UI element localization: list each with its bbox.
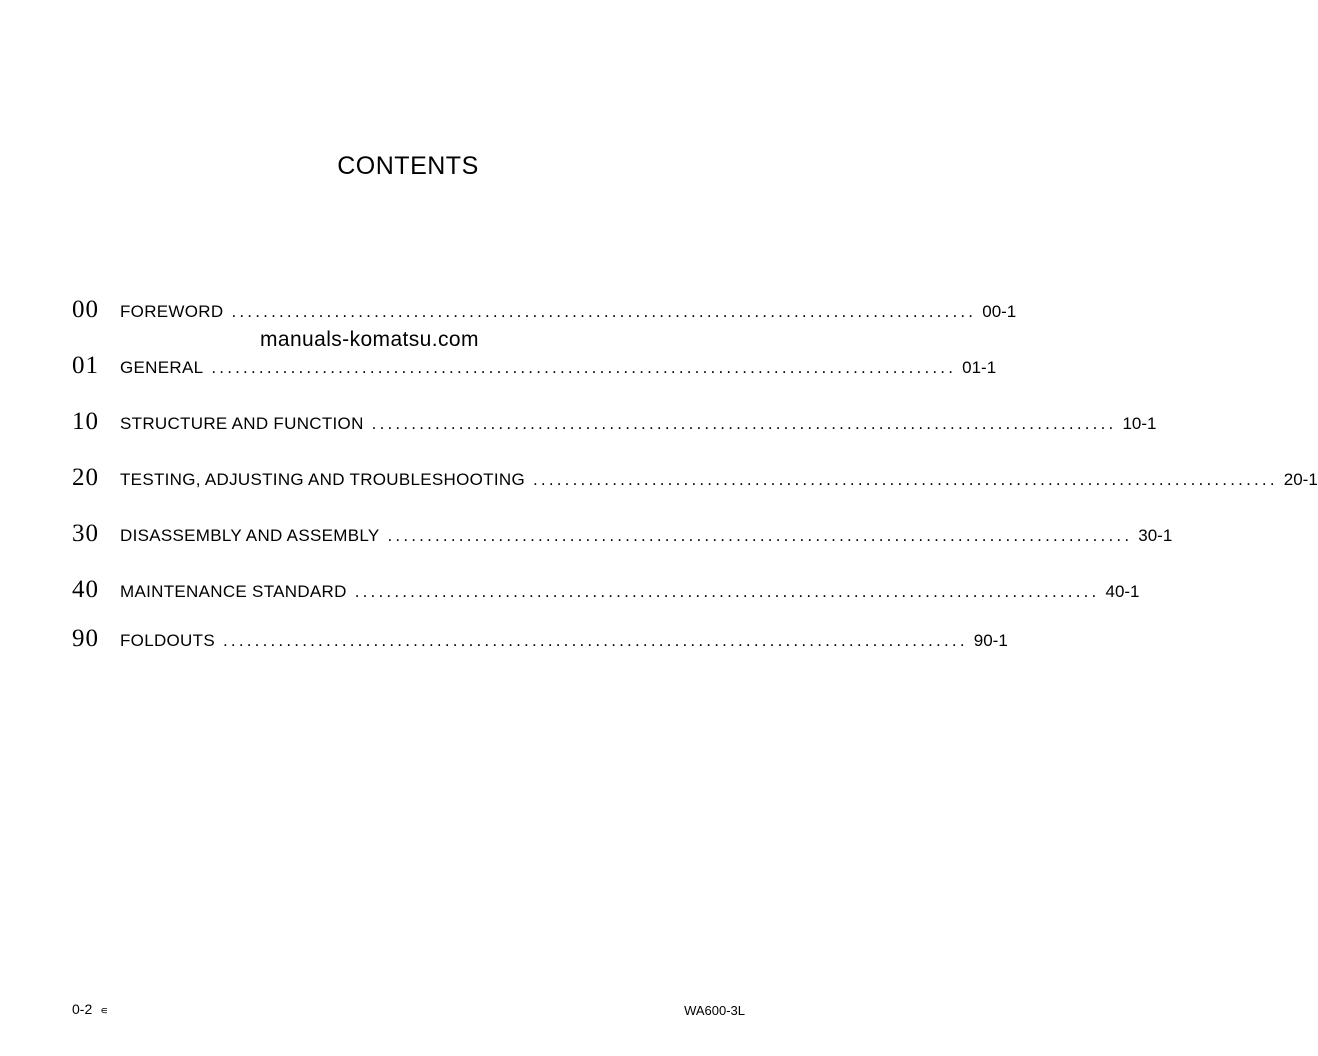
toc-row-general[interactable] [72,352,997,382]
toc-leader-dots: .............................................................................................. [387,526,1133,545]
toc-page: 20-1 [1283,470,1318,489]
toc-leader-dots: .............................................................................................. [371,414,1117,433]
toc-code: 30 [72,520,99,547]
toc-code: 90 [72,625,99,652]
toc-leader-dots: .............................................................................................. [222,631,968,650]
toc-label: GENERAL [120,358,204,377]
toc-row-disassembly-and-assembly[interactable] [72,520,1173,550]
toc-row-structure-and-function[interactable] [72,408,1157,438]
toc-label: TESTING, ADJUSTING AND TROUBLESHOOTING [120,470,525,489]
toc-page: 30-1 [1138,526,1173,545]
toc-code: 00 [72,296,99,323]
toc-leader-dots: .............................................................................................. [532,470,1278,489]
watermark: manuals-komatsu.com [260,328,479,351]
toc-leader-dots: .............................................................................................. [231,302,977,321]
toc-code: 20 [72,464,99,491]
toc-leader-dots: .............................................................................................. [354,582,1100,601]
toc-label: DISASSEMBLY AND ASSEMBLY [120,526,380,545]
revision-mark-icon: ∊ [100,1005,109,1017]
page-title: CONTENTS [337,152,479,180]
toc-label: STRUCTURE AND FUNCTION [120,414,364,433]
toc-page: 00-1 [982,302,1017,321]
toc-code: 40 [72,576,99,603]
toc-page: 90-1 [973,631,1008,650]
toc-row-foldouts[interactable] [72,625,1008,655]
toc-row-foreword[interactable] [72,296,1017,326]
footer-model: WA600-3L [684,1003,745,1018]
toc-label: FOREWORD [120,302,224,321]
toc-page: 10-1 [1122,414,1157,433]
toc-leader-dots: .............................................................................................. [211,358,957,377]
toc-code: 01 [72,352,99,379]
toc-page: 40-1 [1105,582,1140,601]
toc-label: MAINTENANCE STANDARD [120,582,347,601]
toc-page: 01-1 [962,358,997,377]
footer-page-number [72,1001,108,1017]
page-number: 0-2 [72,1001,93,1017]
toc-row-maintenance-standard[interactable] [72,576,1140,606]
toc-row-testing-adjusting-troubleshooting[interactable] [72,464,1318,494]
toc-label: FOLDOUTS [120,631,215,650]
toc-code: 10 [72,408,99,435]
